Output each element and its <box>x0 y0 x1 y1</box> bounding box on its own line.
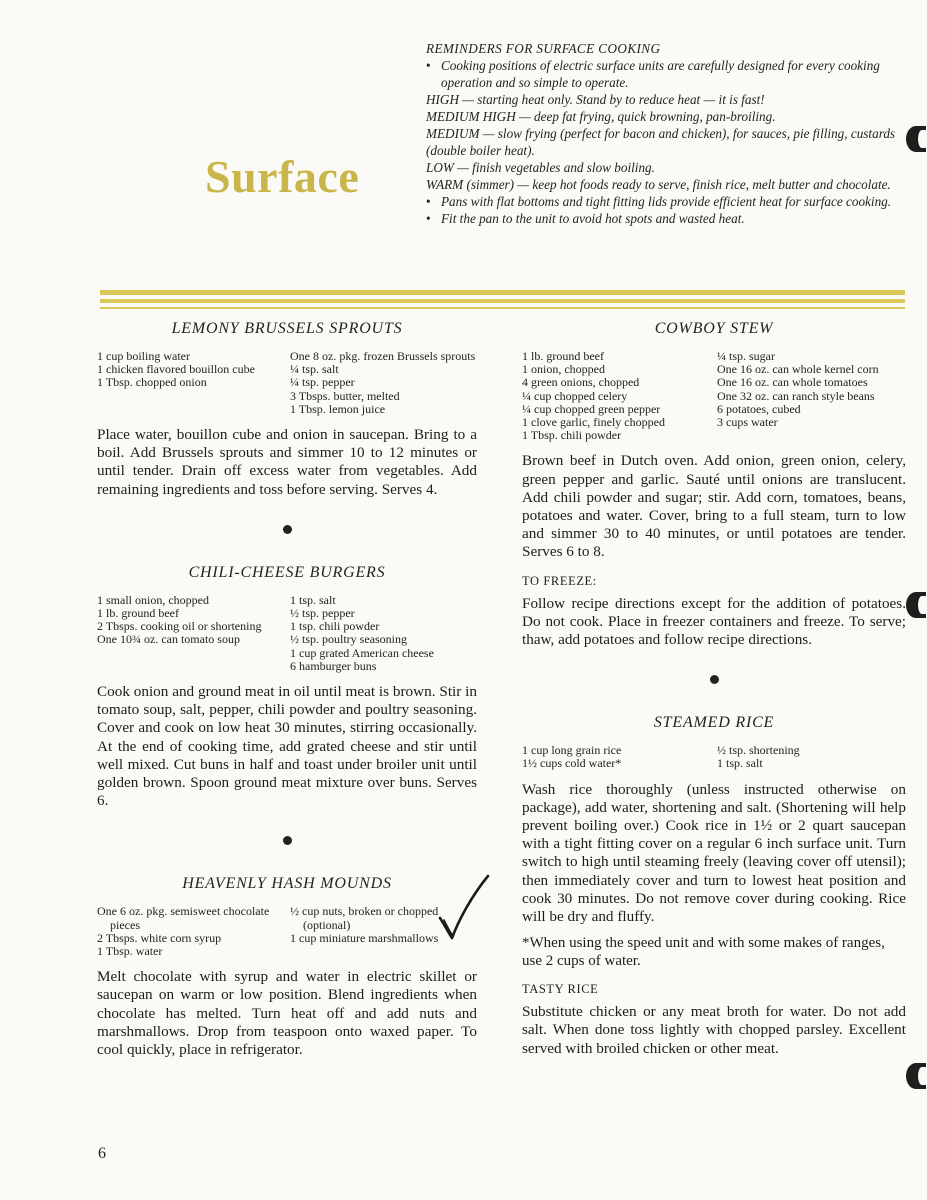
recipe-title: COWBOY STEW <box>654 320 774 337</box>
divider-rule <box>100 307 905 309</box>
ingredient: ½ tsp. poultry seasoning <box>290 632 407 647</box>
ingredient: 4 green onions, chopped <box>522 375 640 390</box>
ingredient: 1 chicken flavored bouillon cube <box>97 362 255 377</box>
divider-rule <box>100 299 905 303</box>
ingredient: 2 Tbsps. white corn syrup <box>97 930 222 945</box>
reminder-item: • Fit the pan to the unit to avoid hot spots and wasted heat. <box>426 210 904 227</box>
bullet-separator <box>283 836 292 845</box>
ingredient-list <box>97 350 477 416</box>
ingredient: 6 potatoes, cubed <box>717 401 801 416</box>
reminder-item: WARM (simmer) — keep hot foods ready to serve, finish rice, melt butter and chocolate. <box>426 177 891 192</box>
recipe-method: Melt chocolate with syrup and water in electric skillet or saucepan on warm or low position. Blend ingredients when chocolate has melted. Turn heat off and add nuts and marshmallows. Drop from teaspoon onto waxed paper. To cool quickly, place in refrigerator. <box>97 968 477 1059</box>
ingredient: 1 Tbsp. water <box>97 944 163 959</box>
ingredient: 1 cup grated American cheese <box>290 645 434 660</box>
ingredient: ½ tsp. pepper <box>290 606 355 621</box>
recipe-title: LEMONY BRUSSELS SPROUTS <box>171 320 403 337</box>
recipe-method: Cook onion and ground meat in oil until meat is brown. Stir in tomato soup, salt, pepper, chili powder and poultry seasoning. Cover and cook on low heat 30 minutes, stirring occasionally. At the end of cooking time, add grated cheese and stir until well mixed. Cut buns in half and toast under broiler unit until golden brown. Spoon ground meat mixture over buns. Serves 6. <box>97 683 477 810</box>
binder-tab-icon <box>906 1063 926 1089</box>
ingredient: 1 cup long grain rice <box>522 743 622 758</box>
ingredient: 1 Tbsp. chopped onion <box>97 375 207 390</box>
reminders-box <box>426 40 904 227</box>
ingredient: 1 Tbsp. lemon juice <box>290 401 386 416</box>
tasty-rice-heading: TASTY RICE <box>522 982 599 997</box>
reminder-item: LOW — finish vegetables and slow boiling. <box>426 160 655 175</box>
recipe-heavenly-hash-mounds <box>97 875 477 1059</box>
ingredient: 3 cups water <box>717 415 778 430</box>
binder-tab-icon <box>906 126 926 152</box>
ingredient: 6 hamburger buns <box>290 658 377 673</box>
binder-tab-icon <box>906 592 926 618</box>
ingredient: ½ tsp. shortening <box>717 743 800 758</box>
ingredient: 1 tsp. chili powder <box>290 619 380 634</box>
ingredient-list <box>522 350 906 442</box>
ingredient: One 16 oz. can whole tomatoes <box>717 375 868 390</box>
ingredient: ½ cup nuts, broken or chopped (optional) <box>290 904 439 932</box>
recipe-method: Wash rice thoroughly (unless instructed otherwise on package), add water, shortening and salt. (Shortening will help prevent boiling over.) Cook rice in 1½ or 2 quart saucepan with a tight fitting cover on a regular 6 inch surface unit. Turn switch to high until steaming freely (leaving cover off utensil); then immediately cover and turn to lowest heat position and cook 30 minutes. Do not remove cover during cooking. Rice will be dry and fluffy. <box>522 780 906 926</box>
recipe-footnote: *When using the speed unit and with some makes of ranges, use 2 cups of water. <box>522 935 885 970</box>
reminder-item: MEDIUM HIGH — deep fat frying, quick browning, pan-broiling. <box>426 109 776 124</box>
ingredient: One 6 oz. pkg. semisweet chocolate pieces <box>97 904 270 932</box>
ingredient: 1 Tbsp. chili powder <box>522 428 622 443</box>
ingredient: One 32 oz. can ranch style beans <box>717 388 875 403</box>
recipe-cowboy-stew <box>522 320 906 649</box>
reminder-item: • Pans with flat bottoms and tight fitting lids provide efficient heat for surface cooking. <box>426 193 904 210</box>
ingredient: 1 clove garlic, finely chopped <box>522 415 665 430</box>
reminder-item: HIGH — starting heat only. Stand by to reduce heat — it is fast! <box>426 92 765 107</box>
recipe-method: Brown beef in Dutch oven. Add onion, green onion, celery, green pepper and garlic. Sauté until onions are translucent. Add chili powder and sugar; stir. Add corn, tomatoes, beans, potatoes and water. Cover, bring to a full steam, turn to low and simmer 30 to 40 minutes, or until potatoes are tender. Serves 6 to 8. <box>522 452 906 561</box>
bullet-separator <box>710 675 719 684</box>
recipe-lemony-brussels-sprouts <box>97 320 477 499</box>
recipe-title: STEAMED RICE <box>653 714 775 732</box>
ingredient-list <box>522 744 906 770</box>
recipe-method: Place water, bouillon cube and onion in saucepan. Bring to a boil. Add Brussels sprouts and simmer 10 to 12 minutes or until tender. Drain off excess water from vegetables. Add remaining ingredients and toss before serving. Serves 4. <box>97 426 477 498</box>
left-column <box>97 320 477 1059</box>
recipe-steamed-rice <box>522 714 906 1058</box>
bullet-separator <box>283 525 292 534</box>
ingredient: ¼ tsp. salt <box>290 362 339 377</box>
reminder-item: MEDIUM — slow frying (perfect for bacon and chicken), for sauces, pie filling, custards (double boiler heat). <box>426 126 896 158</box>
ingredient: 1 tsp. salt <box>717 756 763 771</box>
ingredient: 3 Tbsps. butter, melted <box>290 388 400 403</box>
ingredient: ¼ tsp. sugar <box>717 349 775 363</box>
ingredient: 2 Tbsps. cooking oil or shortening <box>97 619 262 634</box>
ingredient-list <box>97 594 477 673</box>
ingredient: 1 tsp. salt <box>290 592 336 607</box>
ingredient: ¼ tsp. pepper <box>290 375 355 390</box>
section-title: Surface <box>205 151 360 202</box>
ingredient: One 16 oz. can whole kernel corn <box>717 362 879 377</box>
reminders-heading: REMINDERS FOR SURFACE COOKING <box>426 41 661 56</box>
ingredient: 1 cup miniature marshmallows <box>290 930 439 945</box>
page-number: 6 <box>98 1145 106 1162</box>
ingredient: One 8 oz. pkg. frozen Brussels sprouts <box>290 349 476 363</box>
ingredient-list <box>97 905 477 958</box>
ingredient: 1 lb. ground beef <box>97 606 179 621</box>
recipe-title: CHILI-CHEESE BURGERS <box>188 563 386 581</box>
ingredient: 1½ cups cold water* <box>522 756 622 771</box>
reminder-item: • Cooking positions of electric surface units are carefully designed for every cooking operation and so simple to operate. <box>426 57 904 91</box>
recipe-title: HEAVENLY HASH MOUNDS <box>182 875 392 893</box>
ingredient: 1 cup boiling water <box>97 349 190 363</box>
recipe-chili-cheese-burgers <box>97 564 477 811</box>
ingredient: 1 onion, chopped <box>522 362 605 377</box>
freeze-heading: TO FREEZE: <box>522 573 597 588</box>
divider-rule <box>100 290 905 295</box>
ingredient: 1 lb. ground beef <box>522 349 604 363</box>
handwritten-checkmark-icon <box>436 874 492 944</box>
tasty-rice-text: Substitute chicken or any meat broth for water. Do not add salt. When done toss lightly with chopped parsley. Excellent served with broiled chicken or other meat. <box>522 1003 906 1057</box>
ingredient: ¼ cup chopped green pepper <box>522 401 661 416</box>
ingredient: ¼ cup chopped celery <box>522 388 628 403</box>
ingredient: One 10¾ oz. can tomato soup <box>97 632 240 647</box>
freeze-instructions: Follow recipe directions except for the addition of potatoes. Do not cook. Place in freezer containers and freeze. To serve; thaw, add potatoes and follow recipe directions. <box>522 594 906 649</box>
right-column <box>522 320 906 1058</box>
ingredient: 1 small onion, chopped <box>97 592 209 607</box>
